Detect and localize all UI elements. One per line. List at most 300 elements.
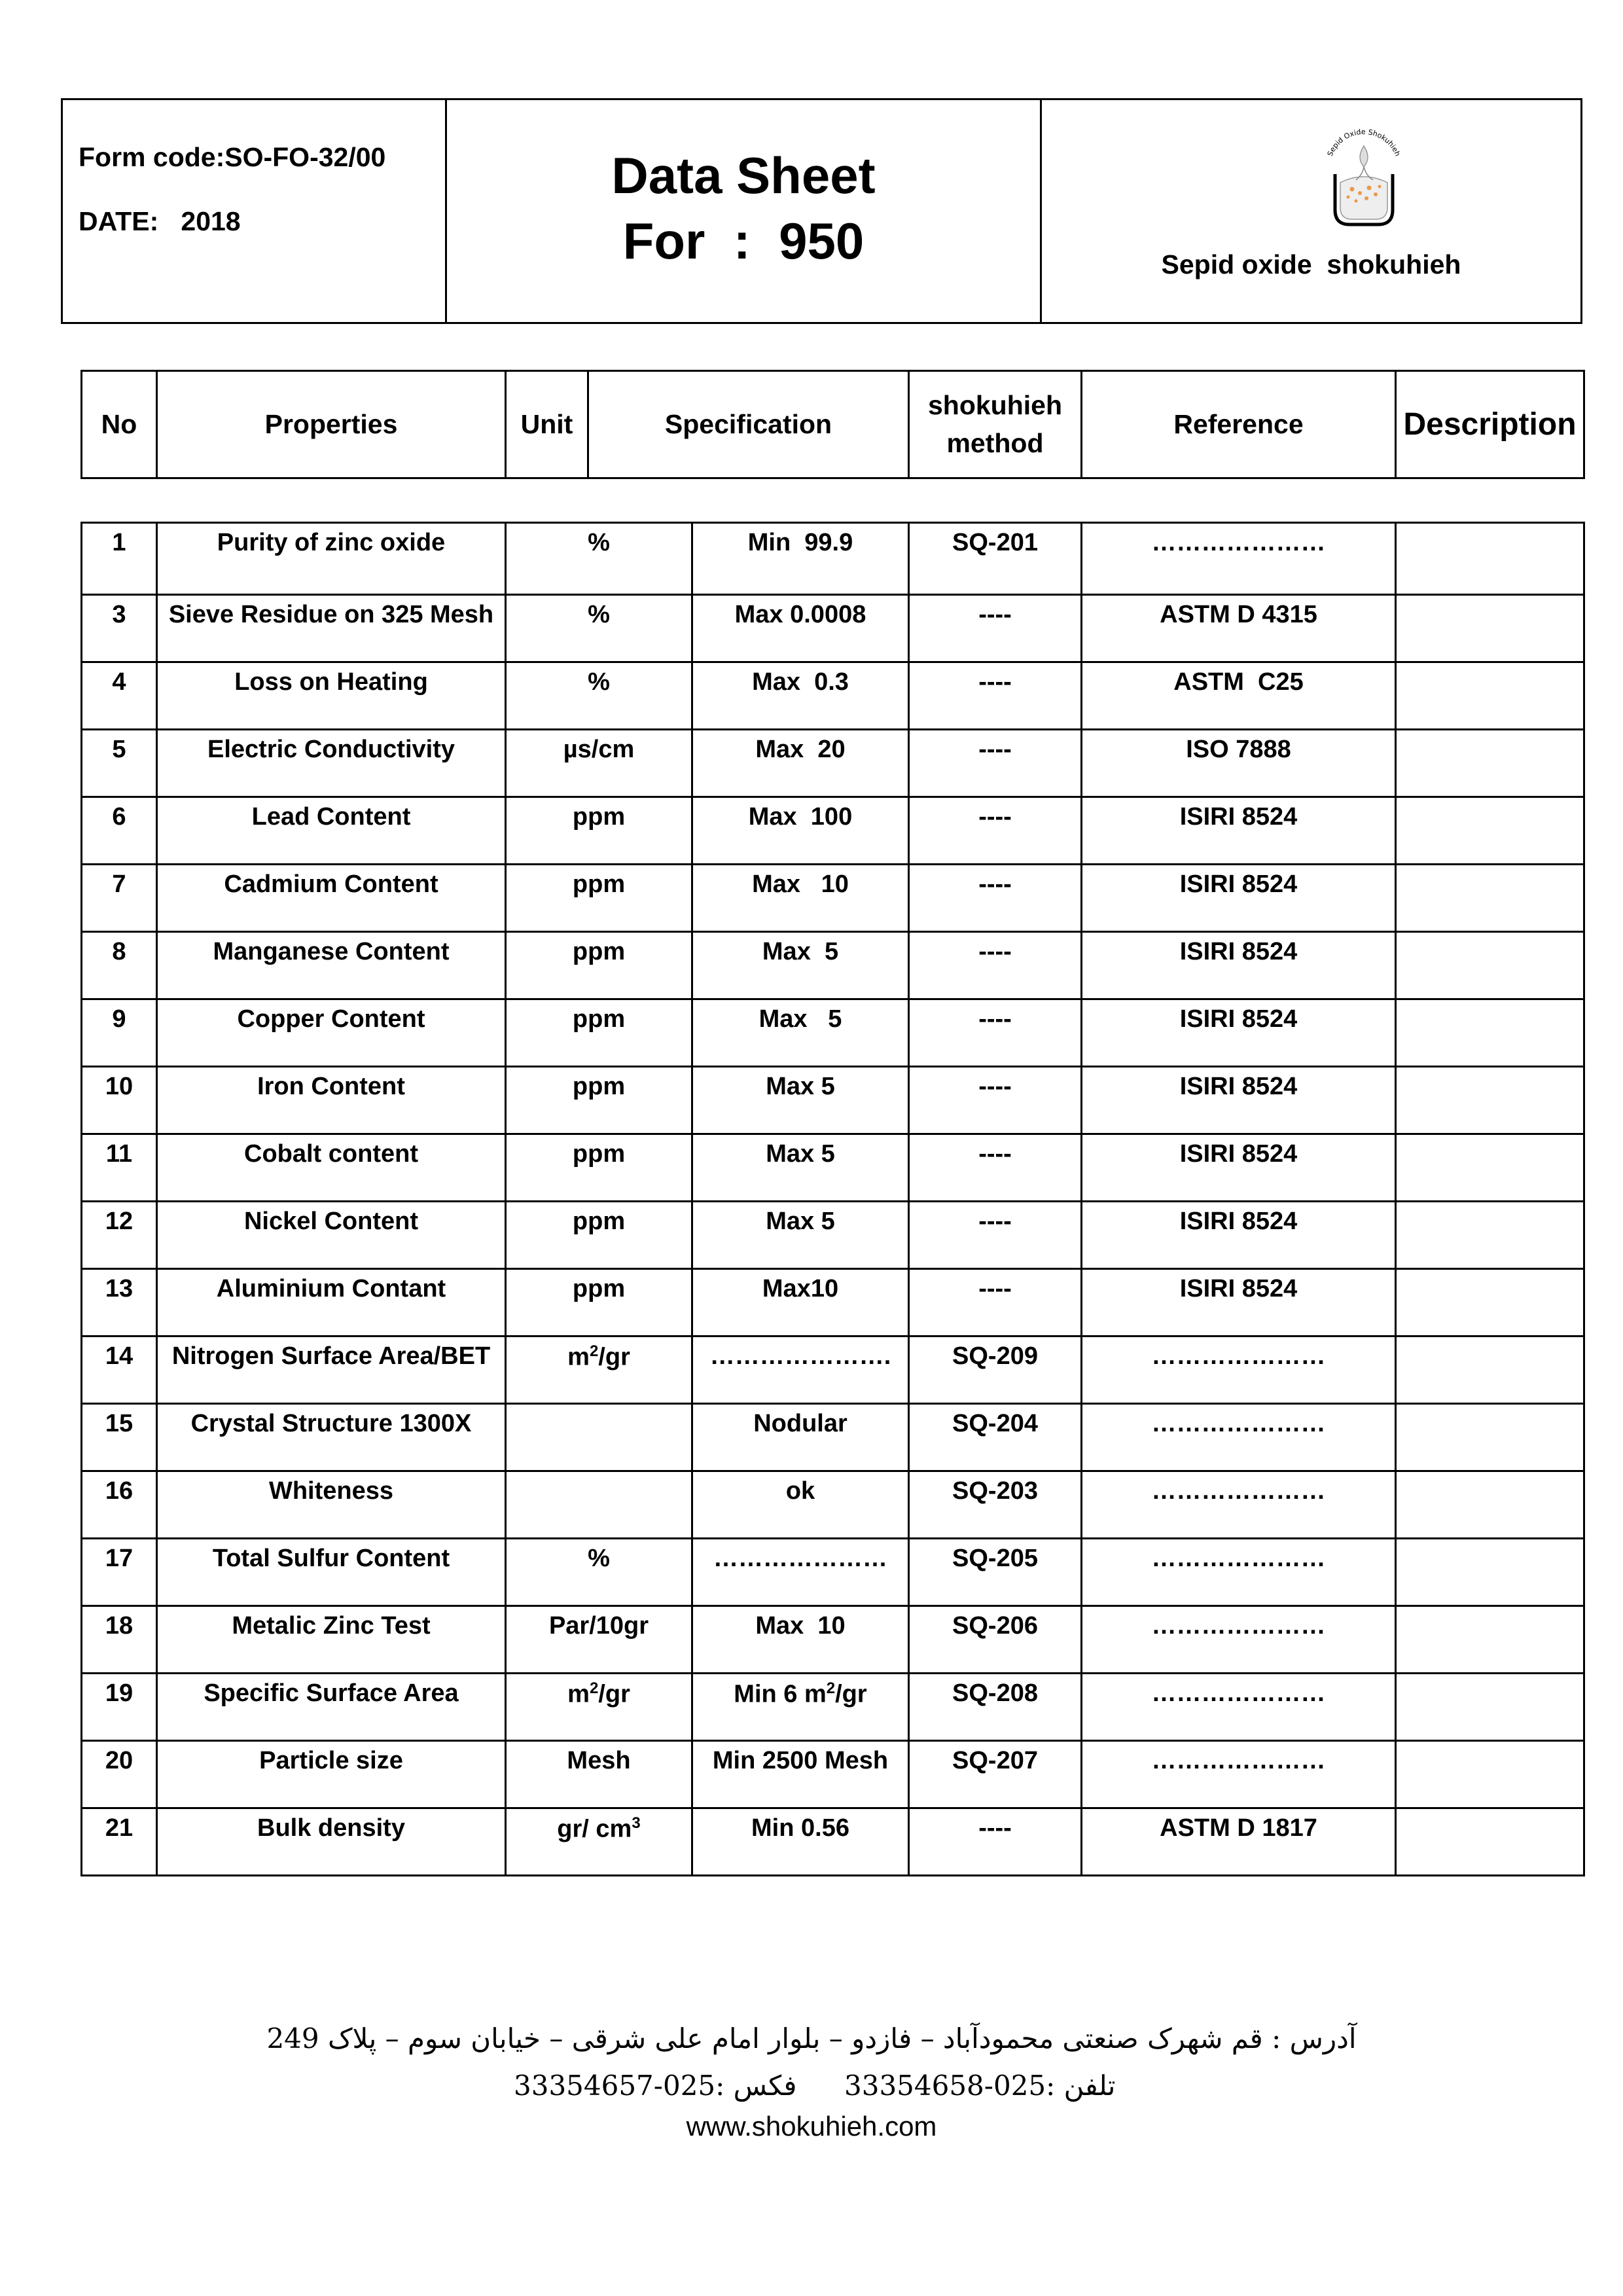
row-unit-cell-text: m <box>567 1343 590 1371</box>
row-unit-cell-text: Par/10gr <box>548 1612 649 1640</box>
row-method-cell <box>909 730 1082 797</box>
row-property-cell-text: Specific Surface Area <box>204 1679 459 1707</box>
row-method-cell <box>909 1404 1082 1471</box>
row-no-cell-text: 17 <box>105 1545 134 1572</box>
form-date: DATE: 2018 <box>79 206 241 236</box>
row-no-cell <box>82 1202 157 1269</box>
row-no-cell <box>82 1471 157 1539</box>
row-property-cell <box>157 1606 506 1674</box>
row-specification-cell <box>692 1404 909 1471</box>
form-info-cell <box>63 100 447 322</box>
row-property-cell-text: Aluminium Contant <box>216 1275 446 1302</box>
row-unit-cell <box>506 999 692 1067</box>
row-no-cell-text: 9 <box>112 1005 126 1033</box>
row-method-cell-text: ---- <box>978 736 1012 763</box>
row-description-cell <box>1396 662 1584 730</box>
row-method-cell <box>909 1269 1082 1336</box>
row-specification-cell <box>692 797 909 865</box>
row-property-cell <box>157 1134 506 1202</box>
row-no-cell <box>82 662 157 730</box>
row-method-cell <box>909 1674 1082 1741</box>
table-row <box>82 1674 1584 1741</box>
row-reference-cell-text: ASTM D 1817 <box>1160 1814 1317 1842</box>
row-specification-cell-text: Max 100 <box>748 803 853 831</box>
row-reference-cell-text: ISIRI 8524 <box>1179 803 1298 831</box>
table-row <box>82 999 1584 1067</box>
row-method-cell-text: SQ-209 <box>952 1342 1038 1370</box>
row-no-cell-text: 3 <box>112 601 126 628</box>
logo-text: Sepid Oxide Shokuhieh <box>1325 127 1402 158</box>
row-specification-cell <box>692 595 909 662</box>
row-reference-cell-text: ………………… <box>1151 1612 1326 1640</box>
table-row <box>82 932 1584 999</box>
row-description-cell <box>1396 1606 1584 1674</box>
row-unit-cell <box>506 523 692 595</box>
row-specification-cell <box>692 1606 909 1674</box>
row-no-cell-text: 13 <box>105 1275 134 1302</box>
row-method-cell-text: ---- <box>978 870 1012 898</box>
row-description-cell <box>1396 1336 1584 1404</box>
row-no-cell-text: 1 <box>112 529 126 556</box>
row-method-cell-text: ---- <box>978 1275 1012 1302</box>
row-unit-cell-text: m <box>567 1680 590 1708</box>
row-reference-cell <box>1082 1067 1396 1134</box>
table-row <box>82 865 1584 932</box>
row-description-cell <box>1396 523 1584 595</box>
row-property-cell <box>157 1674 506 1741</box>
row-specification-cell-text: Max10 <box>762 1275 839 1302</box>
row-no-cell <box>82 1674 157 1741</box>
row-specification-cell <box>692 1471 909 1539</box>
row-property-cell-text: Crystal Structure 1300X <box>190 1410 472 1437</box>
row-method-cell <box>909 999 1082 1067</box>
row-method-cell-text: SQ-207 <box>952 1747 1038 1774</box>
row-description-cell <box>1396 1404 1584 1471</box>
row-property-cell-text: Lead Content <box>251 803 411 831</box>
row-unit-cell <box>506 1539 692 1606</box>
row-property-cell-text: Nickel Content <box>243 1208 419 1235</box>
row-unit-cell <box>506 595 692 662</box>
row-description-cell <box>1396 1202 1584 1269</box>
title-cell <box>447 100 1042 322</box>
row-reference-cell-text: ISIRI 8524 <box>1179 870 1298 898</box>
row-property-cell <box>157 1741 506 1808</box>
row-specification-cell <box>692 1539 909 1606</box>
row-unit-cell-text: µs/cm <box>563 736 635 763</box>
row-reference-cell-text: ISIRI 8524 <box>1179 1140 1298 1168</box>
row-unit-cell <box>506 1606 692 1674</box>
row-reference-cell <box>1082 1404 1396 1471</box>
table-row <box>82 1808 1584 1876</box>
table-row <box>82 662 1584 730</box>
row-property-cell <box>157 1336 506 1404</box>
row-reference-cell <box>1082 1606 1396 1674</box>
table-row <box>82 523 1584 595</box>
row-no-cell <box>82 1539 157 1606</box>
row-property-cell <box>157 1269 506 1336</box>
table-row <box>82 1134 1584 1202</box>
col-method-header-line1: shokuhieh <box>927 390 1063 421</box>
row-method-cell <box>909 1606 1082 1674</box>
row-property-cell <box>157 1808 506 1876</box>
row-reference-cell-text: ISIRI 8524 <box>1179 938 1298 965</box>
row-no-cell <box>82 1336 157 1404</box>
row-reference-cell-text: ISIRI 8524 <box>1179 1275 1298 1302</box>
row-unit-cell-superscript: 3 <box>632 1814 641 1832</box>
row-specification-cell-suffix: /gr <box>835 1680 867 1708</box>
row-specification-cell <box>692 999 909 1067</box>
row-property-cell <box>157 999 506 1067</box>
row-reference-cell <box>1082 1808 1396 1876</box>
row-description-cell <box>1396 1539 1584 1606</box>
row-specification-cell <box>692 1269 909 1336</box>
row-specification-cell <box>692 1741 909 1808</box>
row-property-cell <box>157 1539 506 1606</box>
row-description-cell <box>1396 797 1584 865</box>
row-unit-cell-text: ppm <box>572 870 626 898</box>
row-specification-cell-text: Min 99.9 <box>747 529 853 556</box>
row-no-cell <box>82 1741 157 1808</box>
col-method-header <box>909 371 1082 478</box>
row-description-cell <box>1396 999 1584 1067</box>
row-no-cell-text: 12 <box>105 1208 134 1235</box>
row-method-cell-text: SQ-208 <box>952 1679 1038 1707</box>
row-no-cell-text: 10 <box>105 1073 134 1100</box>
row-specification-cell <box>692 1808 909 1876</box>
row-specification-cell <box>692 730 909 797</box>
row-method-cell <box>909 1202 1082 1269</box>
row-reference-cell-text: ………………… <box>1151 1477 1326 1505</box>
row-no-cell <box>82 595 157 662</box>
row-method-cell-text: SQ-203 <box>952 1477 1038 1505</box>
row-unit-cell-text: % <box>588 668 610 696</box>
row-unit-cell <box>506 1269 692 1336</box>
footer-address: آدرس : قم شهرک صنعتی محمودآباد – فازدو – بلوار امام علی شرقی – خیابان سوم – پلاک 249 <box>266 2022 1357 2054</box>
row-specification-cell-text: Min 2500 Mesh <box>712 1747 889 1774</box>
row-property-cell-text: Manganese Content <box>213 938 450 965</box>
row-unit-cell <box>506 1067 692 1134</box>
row-method-cell <box>909 865 1082 932</box>
row-no-cell <box>82 1606 157 1674</box>
company-cell <box>1042 100 1580 322</box>
row-property-cell <box>157 662 506 730</box>
row-method-cell-text: ---- <box>978 803 1012 831</box>
row-unit-cell-text: % <box>588 529 610 556</box>
row-property-cell-text: Cobalt content <box>244 1140 418 1168</box>
row-property-cell <box>157 730 506 797</box>
row-property-cell-text: Iron Content <box>257 1073 405 1100</box>
row-unit-cell-text: % <box>588 1545 610 1572</box>
row-property-cell-text: Nitrogen Surface Area/BET <box>171 1342 491 1370</box>
row-method-cell <box>909 1471 1082 1539</box>
table-row <box>82 797 1584 865</box>
row-method-cell <box>909 1067 1082 1134</box>
column-header-row <box>82 371 1584 478</box>
row-specification-cell <box>692 523 909 595</box>
col-unit-header: Unit <box>506 371 588 478</box>
row-property-cell-text: Cadmium Content <box>224 870 438 898</box>
table-row <box>82 730 1584 797</box>
row-description-cell <box>1396 1134 1584 1202</box>
row-unit-cell-superscript: 2 <box>589 1679 599 1697</box>
row-no-cell-text: 11 <box>105 1140 133 1168</box>
row-property-cell <box>157 865 506 932</box>
row-no-cell <box>82 1404 157 1471</box>
row-property-cell <box>157 523 506 595</box>
row-reference-cell-text: ………………… <box>1151 529 1326 556</box>
row-method-cell-text: ---- <box>978 938 1012 965</box>
row-unit-cell-text: Mesh <box>567 1747 631 1774</box>
company-logo <box>1311 112 1416 236</box>
row-property-cell <box>157 932 506 999</box>
row-property-cell-text: Whiteness <box>268 1477 394 1505</box>
row-reference-cell-text: ………………… <box>1151 1545 1326 1572</box>
row-property-cell-text: Sieve Residue on 325 Mesh <box>168 601 494 628</box>
row-unit-cell-text: ppm <box>572 1208 626 1235</box>
row-property-cell <box>157 797 506 865</box>
row-reference-cell <box>1082 662 1396 730</box>
row-property-cell <box>157 595 506 662</box>
row-no-cell <box>82 865 157 932</box>
table-row <box>82 1269 1584 1336</box>
row-reference-cell <box>1082 1471 1396 1539</box>
row-specification-cell-text: ok <box>785 1477 815 1505</box>
row-reference-cell <box>1082 932 1396 999</box>
row-no-cell-text: 6 <box>112 803 126 831</box>
row-property-cell-text: Purity of zinc oxide <box>217 529 446 556</box>
row-method-cell-text: ---- <box>978 1814 1012 1842</box>
row-description-cell <box>1396 1808 1584 1876</box>
row-no-cell <box>82 1808 157 1876</box>
row-unit-cell <box>506 1404 692 1471</box>
row-method-cell <box>909 523 1082 595</box>
row-method-cell-text: ---- <box>978 1073 1012 1100</box>
row-no-cell <box>82 999 157 1067</box>
table-row <box>82 595 1584 662</box>
col-specification-header: Specification <box>588 371 909 478</box>
row-reference-cell <box>1082 1741 1396 1808</box>
row-specification-cell <box>692 865 909 932</box>
row-unit-cell <box>506 1134 692 1202</box>
row-specification-cell-text: ………………… <box>713 1545 887 1572</box>
row-method-cell <box>909 595 1082 662</box>
row-description-cell <box>1396 865 1584 932</box>
row-method-cell <box>909 1336 1082 1404</box>
row-specification-cell-text: Max 20 <box>755 736 846 763</box>
company-name: Sepid oxide shokuhieh <box>1161 249 1461 279</box>
row-specification-cell <box>692 1336 909 1404</box>
row-reference-cell <box>1082 865 1396 932</box>
row-unit-cell <box>506 797 692 865</box>
col-method-header-line2: method <box>946 427 1044 458</box>
row-no-cell-text: 7 <box>112 870 126 898</box>
row-property-cell <box>157 1202 506 1269</box>
row-specification-cell-text: Min 0.56 <box>751 1814 849 1842</box>
row-method-cell <box>909 1741 1082 1808</box>
properties-table <box>80 522 1585 1876</box>
row-unit-cell <box>506 1808 692 1876</box>
table-row <box>82 1404 1584 1471</box>
row-no-cell <box>82 797 157 865</box>
properties-table-body <box>82 523 1584 1876</box>
row-reference-cell-text: ASTM D 4315 <box>1160 601 1317 628</box>
row-reference-cell <box>1082 1674 1396 1741</box>
row-property-cell-text: Metalic Zinc Test <box>232 1612 431 1640</box>
row-unit-cell-text: gr/ cm <box>557 1815 632 1843</box>
row-description-cell <box>1396 1674 1584 1741</box>
row-method-cell-text: SQ-206 <box>952 1612 1038 1640</box>
row-method-cell-text: SQ-204 <box>952 1410 1038 1437</box>
row-no-cell-text: 21 <box>105 1814 134 1842</box>
row-no-cell-text: 5 <box>112 736 126 763</box>
row-specification-cell <box>692 1674 909 1741</box>
header-box <box>61 98 1582 324</box>
table-row <box>82 1336 1584 1404</box>
row-unit-cell-superscript: 2 <box>589 1342 599 1360</box>
row-reference-cell-text: ASTM C25 <box>1173 668 1304 696</box>
row-reference-cell <box>1082 730 1396 797</box>
row-reference-cell-text: ISIRI 8524 <box>1179 1208 1298 1235</box>
row-description-cell <box>1396 932 1584 999</box>
row-specification-cell <box>692 1067 909 1134</box>
row-unit-cell-text: % <box>588 601 610 628</box>
row-specification-cell-text: Max 5 <box>758 1005 842 1033</box>
form-code: Form code:SO-FO-32/00 <box>79 142 386 172</box>
table-row <box>82 1539 1584 1606</box>
row-no-cell-text: 14 <box>105 1342 134 1370</box>
table-row <box>82 1202 1584 1269</box>
row-property-cell-text: Loss on Heating <box>234 668 428 696</box>
row-no-cell <box>82 1067 157 1134</box>
row-method-cell <box>909 932 1082 999</box>
row-property-cell-text: Copper Content <box>237 1005 425 1033</box>
row-specification-cell-text: Min 6 m <box>734 1680 827 1708</box>
row-property-cell-text: Total Sulfur Content <box>212 1545 450 1572</box>
row-method-cell <box>909 662 1082 730</box>
col-description-header: Description <box>1396 371 1584 478</box>
row-specification-cell-text: …………………. <box>709 1342 891 1370</box>
row-specification-cell-superscript: 2 <box>826 1679 836 1697</box>
row-unit-cell <box>506 730 692 797</box>
row-method-cell <box>909 1134 1082 1202</box>
row-reference-cell <box>1082 999 1396 1067</box>
row-reference-cell-text: ………………… <box>1151 1679 1326 1707</box>
row-no-cell-text: 18 <box>105 1612 134 1640</box>
row-specification-cell <box>692 932 909 999</box>
row-reference-cell <box>1082 1336 1396 1404</box>
row-method-cell-text: SQ-201 <box>952 529 1038 556</box>
row-unit-cell-text: ppm <box>572 1140 626 1168</box>
row-specification-cell-text: Max 10 <box>752 870 849 898</box>
row-description-cell <box>1396 595 1584 662</box>
row-unit-cell <box>506 932 692 999</box>
row-unit-cell <box>506 1674 692 1741</box>
row-no-cell <box>82 523 157 595</box>
row-no-cell-text: 19 <box>105 1679 134 1707</box>
row-unit-cell-suffix: /gr <box>598 1343 630 1371</box>
row-specification-cell-text: Max 5 <box>766 1208 835 1235</box>
row-description-cell <box>1396 1471 1584 1539</box>
footer-phone: تلفن :025-33354658 <box>844 2070 1116 2102</box>
row-description-cell <box>1396 1741 1584 1808</box>
row-unit-cell-text: ppm <box>572 1005 626 1033</box>
row-unit-cell-suffix: /gr <box>598 1680 630 1708</box>
page-subtitle: For : 950 <box>622 212 865 270</box>
row-unit-cell <box>506 662 692 730</box>
row-reference-cell <box>1082 1134 1396 1202</box>
footer-fax: فکس :025-33354657 <box>514 2070 797 2102</box>
row-specification-cell-text: Nodular <box>753 1410 847 1437</box>
row-method-cell-text: ---- <box>978 1140 1012 1168</box>
row-specification-cell-text: Max 5 <box>766 1140 835 1168</box>
row-property-cell-text: Bulk density <box>257 1814 405 1842</box>
row-reference-cell <box>1082 797 1396 865</box>
row-unit-cell <box>506 865 692 932</box>
row-unit-cell <box>506 1741 692 1808</box>
row-description-cell <box>1396 730 1584 797</box>
row-property-cell <box>157 1404 506 1471</box>
table-row <box>82 1606 1584 1674</box>
row-method-cell-text: ---- <box>978 668 1012 696</box>
col-properties-header: Properties <box>157 371 506 478</box>
row-specification-cell <box>692 1202 909 1269</box>
row-reference-cell <box>1082 595 1396 662</box>
row-no-cell-text: 15 <box>105 1410 134 1437</box>
row-no-cell-text: 8 <box>112 938 126 965</box>
table-row <box>82 1067 1584 1134</box>
row-method-cell-text: SQ-205 <box>952 1545 1038 1572</box>
table-row <box>82 1741 1584 1808</box>
row-no-cell <box>82 730 157 797</box>
row-method-cell-text: ---- <box>978 601 1012 628</box>
row-property-cell-text: Particle size <box>259 1747 403 1774</box>
row-unit-cell-text: ppm <box>572 1275 626 1302</box>
row-reference-cell-text: ISIRI 8524 <box>1179 1005 1298 1033</box>
row-reference-cell-text: ISIRI 8524 <box>1179 1073 1298 1100</box>
row-method-cell-text: ---- <box>978 1208 1012 1235</box>
row-reference-cell-text: ………………… <box>1151 1410 1326 1437</box>
col-reference-header: Reference <box>1082 371 1396 478</box>
row-property-cell <box>157 1471 506 1539</box>
row-method-cell <box>909 1808 1082 1876</box>
row-method-cell <box>909 797 1082 865</box>
row-reference-cell <box>1082 523 1396 595</box>
row-unit-cell <box>506 1336 692 1404</box>
col-no-header: No <box>82 371 157 478</box>
row-property-cell <box>157 1067 506 1134</box>
row-unit-cell <box>506 1202 692 1269</box>
row-specification-cell-text: Max 10 <box>755 1612 846 1640</box>
row-no-cell-text: 4 <box>112 668 126 696</box>
table-row <box>82 1471 1584 1539</box>
row-no-cell <box>82 1134 157 1202</box>
row-unit-cell-text: ppm <box>572 938 626 965</box>
row-specification-cell <box>692 662 909 730</box>
row-description-cell <box>1396 1067 1584 1134</box>
row-specification-cell-text: Max 5 <box>762 938 839 965</box>
row-method-cell <box>909 1539 1082 1606</box>
row-description-cell <box>1396 1269 1584 1336</box>
row-reference-cell-text: ………………… <box>1151 1747 1326 1774</box>
row-specification-cell <box>692 1134 909 1202</box>
row-method-cell-text: ---- <box>978 1005 1012 1033</box>
row-reference-cell <box>1082 1202 1396 1269</box>
row-unit-cell <box>506 1471 692 1539</box>
row-reference-cell-text: ………………… <box>1151 1342 1326 1370</box>
row-no-cell-text: 16 <box>105 1477 134 1505</box>
row-specification-cell-text: Max 5 <box>766 1073 835 1100</box>
row-specification-cell-text: Max 0.3 <box>752 668 849 696</box>
